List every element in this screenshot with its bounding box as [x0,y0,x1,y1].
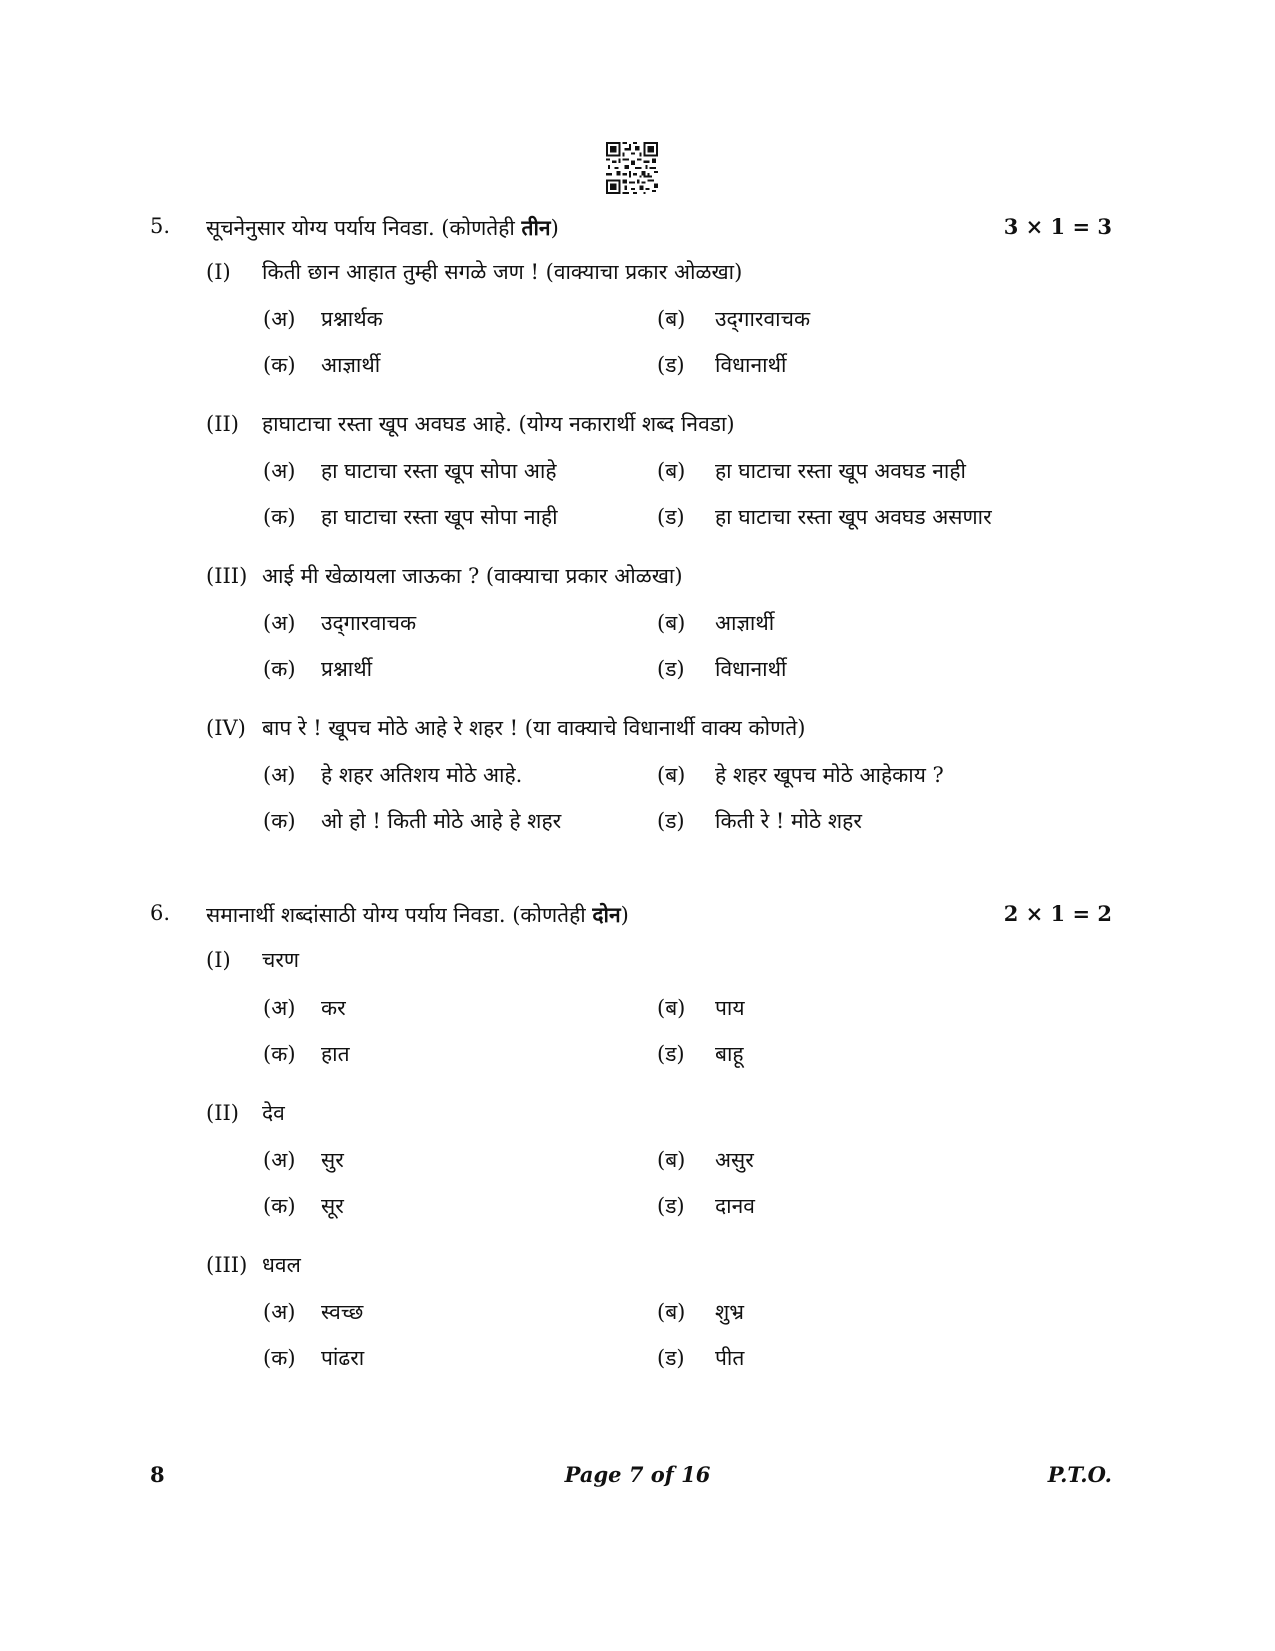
q6-1-option-b: (ब) पाय [657,996,745,1020]
q6-2-option-c: (क) सूर [263,1194,344,1218]
q6-1-option-a: (अ) कर [263,996,346,1020]
q5-sub-2: (II) हाघाटाचा रस्ता खूप अवघड आहे. (योग्य नकारार्थी शब्द निवडा) [206,412,735,436]
q5-3-option-d: (ड) विधानार्थी [657,657,787,681]
q6-2-option-a: (अ) सुर [263,1148,344,1172]
question-6-count-emphasis: दोन [592,902,621,927]
q5-2-option-b: (ब) हा घाटाचा रस्ता खूप अवघड नाही [657,459,966,483]
q5-2-option-a: (अ) हा घाटाचा रस्ता खूप सोपा आहे [263,459,557,483]
question-5-marks: 3 × 1 = 3 [1003,214,1112,239]
q6-2-option-b: (ब) असुर [657,1148,754,1172]
question-5-number: 5. [150,214,171,238]
q6-3-option-b: (ब) शुभ्र [657,1300,745,1324]
q5-3-option-b: (ब) आज्ञार्थी [657,611,775,635]
q5-4-option-a: (अ) हे शहर अतिशय मोठे आहे. [263,763,523,787]
q5-1-option-a: (अ) प्रश्नार्थक [263,307,383,331]
question-6-number: 6. [150,901,171,925]
question-5-count-emphasis: तीन [521,215,551,240]
page-number: Page 7 of 16 [564,1462,711,1487]
q6-1-option-d: (ड) बाहू [657,1042,744,1066]
question-6-marks: 2 × 1 = 2 [1003,901,1112,926]
q5-3-option-c: (क) प्रश्नार्थी [263,657,373,681]
q5-4-option-c: (क) ओ हो ! किती मोठे आहे हे शहर [263,809,562,833]
q5-sub-1: (I) किती छान आहात तुम्ही सगळे जण ! (वाक्याचा प्रकार ओळखा) [206,260,743,284]
q6-1-option-c: (क) हात [263,1042,350,1066]
q5-sub-3: (III) आई मी खेळायला जाऊका ? (वाक्याचा प्रकार ओळखा) [206,564,683,588]
please-turn-over: P.T.O. [1047,1462,1112,1487]
question-5-instruction: सूचनेनुसार योग्य पर्याय निवडा. (कोणतेही तीन) [206,215,559,240]
q6-sub-2: (II) देव [206,1101,285,1125]
q6-2-option-d: (ड) दानव [657,1194,755,1218]
q5-2-option-d: (ड) हा घाटाचा रस्ता खूप अवघड असणार [657,505,992,529]
q5-1-option-c: (क) आज्ञार्थी [263,353,381,377]
q5-sub-4: (IV) बाप रे ! खूपच मोठे आहे रे शहर ! (या वाक्याचे विधानार्थी वाक्य कोणते) [206,716,806,740]
q5-1-option-d: (ड) विधानार्थी [657,353,787,377]
q5-1-option-b: (ब) उद्‌गारवाचक [657,307,811,331]
qr-code [606,142,658,194]
q6-sub-1: (I) चरण [206,948,300,972]
q6-sub-3: (III) धवल [206,1253,301,1277]
q5-3-option-a: (अ) उद्‌गारवाचक [263,611,417,635]
q5-4-option-d: (ड) किती रे ! मोठे शहर [657,809,862,833]
question-6-instruction: समानार्थी शब्दांसाठी योग्य पर्याय निवडा. (कोणतेही दोन) [206,902,629,927]
q5-2-option-c: (क) हा घाटाचा रस्ता खूप सोपा नाही [263,505,558,529]
q6-3-option-c: (क) पांढरा [263,1346,365,1370]
q6-3-option-d: (ड) पीत [657,1346,745,1370]
q5-4-option-b: (ब) हे शहर खूपच मोठे आहेकाय ? [657,763,944,787]
paper-code: 8 [150,1462,165,1487]
q6-3-option-a: (अ) स्वच्छ [263,1300,364,1324]
